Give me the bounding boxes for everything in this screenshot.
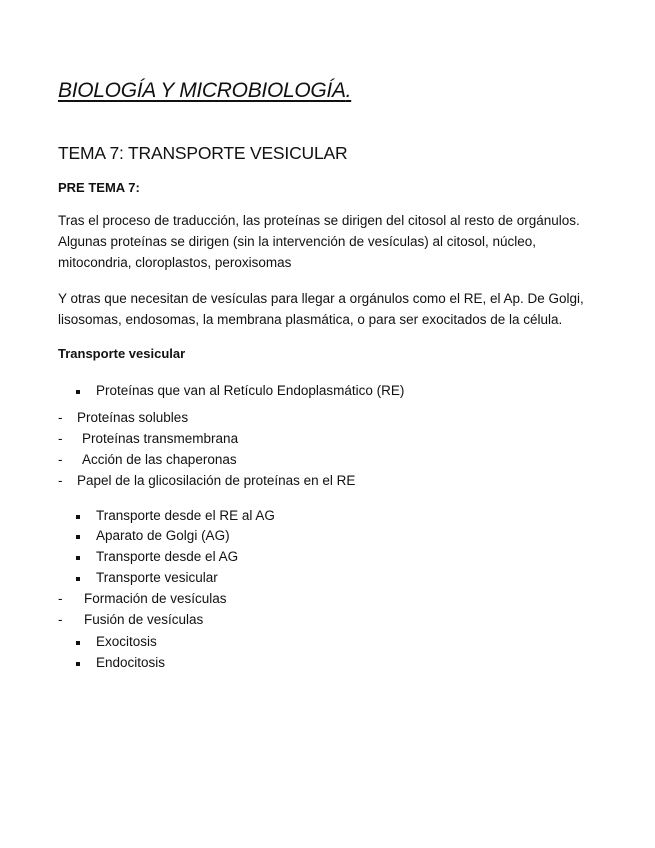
square-bullet-icon: [76, 577, 80, 581]
list-item-text: Papel de la glicosilación de proteínas en el RE: [77, 473, 356, 488]
list-item-text: Transporte vesicular: [96, 570, 218, 585]
paragraph-2-line: Y otras que necesitan de vesículas para llegar a orgánulos como el RE, el Ap. De Golgi,: [58, 291, 584, 306]
dash-marker: -: [58, 410, 63, 425]
paragraph-1-line: mitocondria, cloroplastos, peroxisomas: [58, 255, 292, 270]
list-item-text: Fusión de vesículas: [84, 612, 204, 627]
document-title-text: BIOLOGÍA Y MICROBIOLOGÍA: [58, 79, 346, 102]
dash-marker: -: [58, 473, 63, 488]
list-item-text: Proteínas solubles: [77, 410, 189, 425]
square-bullet-icon: [76, 641, 80, 645]
square-bullet-icon: [76, 390, 80, 394]
paragraph-1: [58, 210, 580, 273]
list-item-text: Aparato de Golgi (AG): [96, 528, 230, 543]
dash-marker: -: [58, 591, 63, 606]
square-bullet-icon: [76, 535, 80, 539]
paragraph-1-line: Tras el proceso de traducción, las proteínas se dirigen del citosol al resto de orgánulos.: [58, 213, 580, 228]
square-bullet-icon: [76, 556, 80, 560]
dash-marker: -: [58, 452, 63, 467]
document-title: [58, 79, 351, 103]
section-subtitle: Transporte vesicular: [58, 346, 186, 361]
list-item-text: Proteínas que van al Retículo Endoplasmático (RE): [96, 383, 405, 398]
paragraph-2: [58, 288, 584, 330]
paragraph-2-line: lisosomas, endosomas, la membrana plasmática, o para ser exocitados de la célula.: [58, 312, 563, 327]
list-item-text: Formación de vesículas: [84, 591, 227, 606]
list-item-text: Proteínas transmembrana: [82, 431, 239, 446]
list-item-text: Exocitosis: [96, 634, 157, 649]
topic-heading: TEMA 7: TRANSPORTE VESICULAR: [58, 143, 348, 163]
pre-topic-heading: PRE TEMA 7:: [58, 180, 140, 195]
square-bullet-icon: [76, 662, 80, 666]
dash-marker: -: [58, 612, 63, 627]
square-bullet-icon: [76, 515, 80, 519]
title-period: .: [345, 79, 352, 102]
list-item-text: Transporte desde el RE al AG: [96, 508, 275, 523]
list-item-text: Transporte desde el AG: [96, 549, 239, 564]
list-item-text: Acción de las chaperonas: [82, 452, 237, 467]
paragraph-1-line: Algunas proteínas se dirigen (sin la intervención de vesículas) al citosol, núcleo,: [58, 234, 537, 249]
list-item-text: Endocitosis: [96, 655, 166, 670]
dash-marker: -: [58, 431, 63, 446]
